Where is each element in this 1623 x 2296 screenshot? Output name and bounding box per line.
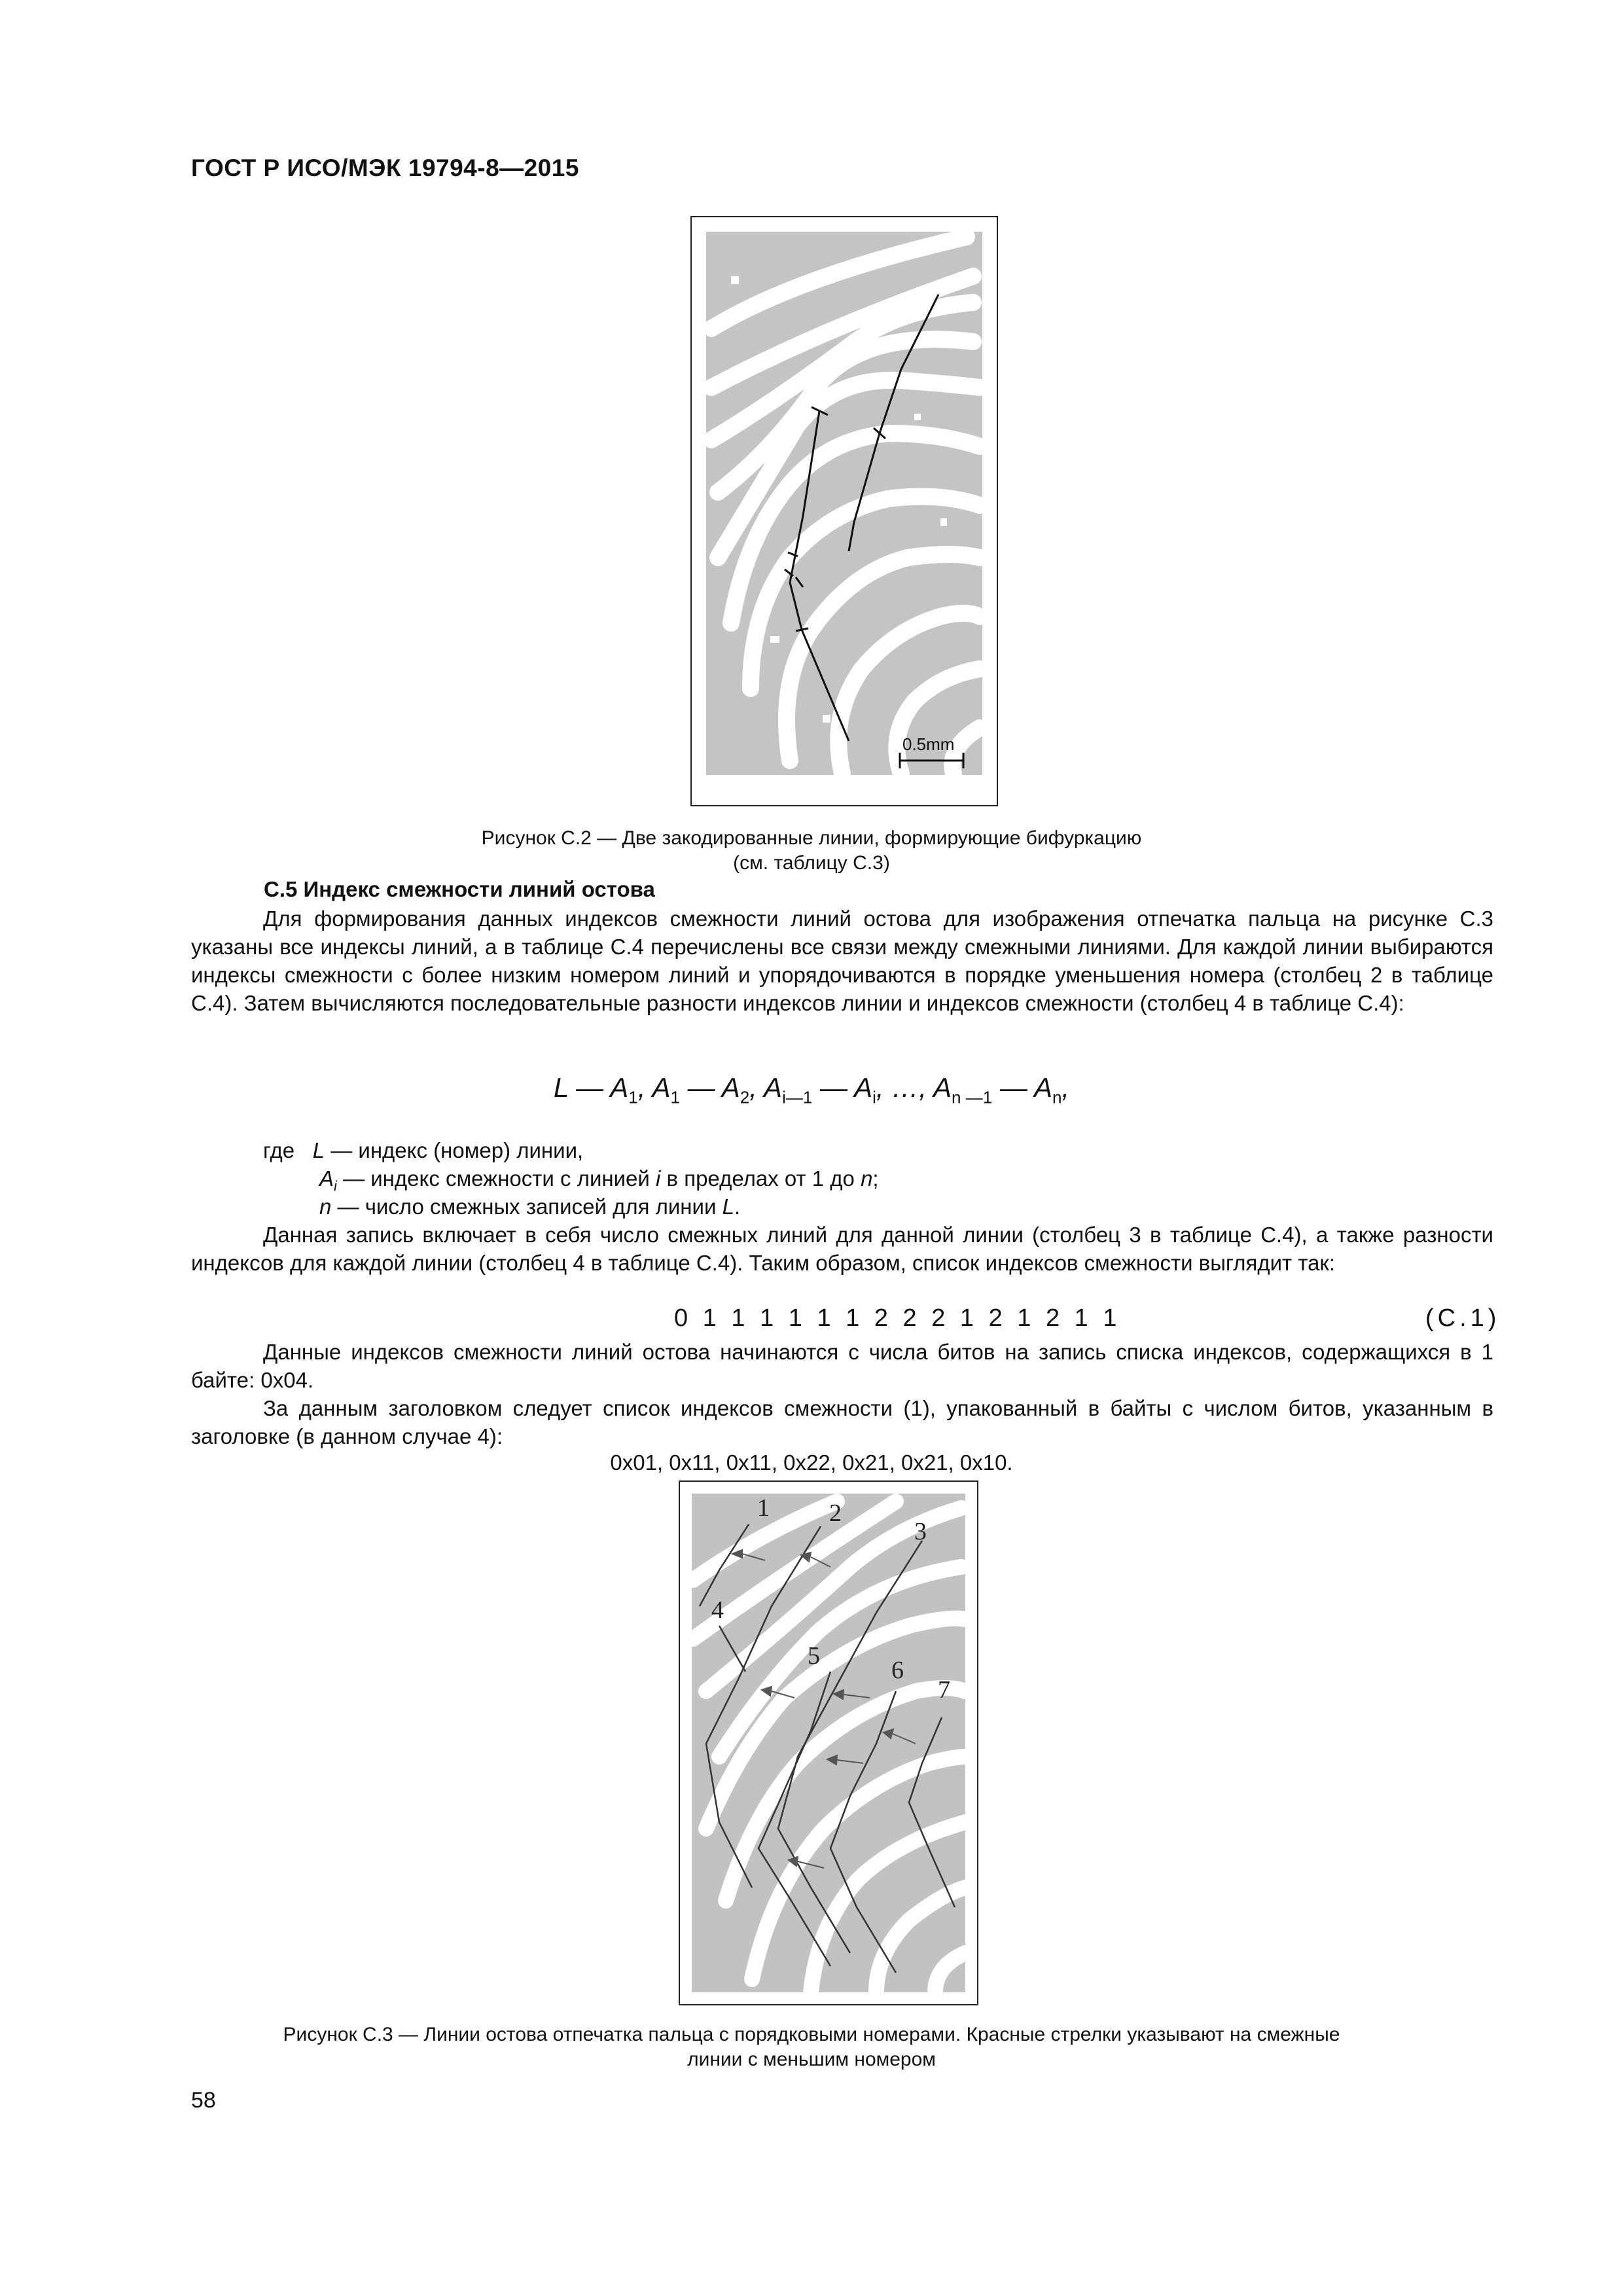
packed-bytes: 0x01, 0x11, 0x11, 0x22, 0x21, 0x21, 0x10. [610, 1450, 1013, 1475]
adjacency-sequence: 0 1 1 1 1 1 1 2 2 2 1 2 1 2 1 1 [674, 1304, 1121, 1332]
figure-c2-caption-line1: Рисунок С.2 — Две закодированные линии, формирующие бифуркацию [481, 827, 1142, 849]
line-label-4: 4 [711, 1596, 724, 1624]
line-label-1: 1 [757, 1494, 770, 1522]
paragraph-3: Данные индексов смежности линий остова начинаются с числа битов на запись списка индексов, содержащихся в 1 байте: 0x04. [191, 1340, 1493, 1392]
figure-c2-caption-line2: (см. таблицу С.3) [733, 852, 890, 874]
line-label-2: 2 [829, 1499, 842, 1527]
figure-c2-fingerprint-image [690, 216, 998, 806]
figure-c2-caption [0, 826, 1623, 876]
document-header: ГОСТ Р ИСО/МЭК 19794-8—2015 [191, 154, 579, 181]
scale-bar-label: 0.5mm [902, 734, 955, 754]
section-title: С.5 Индекс смежности линий остова [264, 877, 655, 901]
paragraph-4: За данным заголовком следует список индексов смежности (1), упакованный в байты с числом битов, указанным в заголовке (в данном случае 4): [191, 1396, 1493, 1448]
where-row-A: $A_i$ — индекс смежности с линией i в пределах от 1 до n; [319, 1166, 879, 1194]
paragraph-2: Данная запись включает в себя число смежных линий для данной линии (столбец 3 в таблице С.4), а также разности индексов для каждой линии (столбец 4 в таблице С.4). Таким образом, список индексов смежности выглядит так: [191, 1223, 1493, 1275]
line-label-3: 3 [914, 1518, 927, 1545]
adjacency-formula: L — $A_1$, $A_1$ — $A_2$, $A_{i—1}$ — $A_i$, …, $A_{n —1}$ — $A_n$, [553, 1072, 1070, 1107]
figure-c3-caption [0, 2022, 1623, 2072]
figure-c3-caption-line1: Рисунок С.3 — Линии остова отпечатка пальца с порядковыми номерами. Красные стрелки указывают на смежные [283, 2024, 1340, 2045]
line-label-7: 7 [938, 1676, 950, 1704]
paragraph-1: Для формирования данных индексов смежности линий остова для изображения отпечатка пальца на рисунке С.3 указаны все индексы линий, а в таблице С.4 перечислены все связи между смежными линиями. Для каждой линии выбираются индексы смежности с более низким номером линий и упорядочиваются в порядке уменьшения номера (столбец 2 в таблице С.4). Затем вычисляются последовательные разности индексов линии и индексов смежности (столбец 4 в таблице С.4): [191, 906, 1493, 1015]
equation-label: (С.1) [1425, 1304, 1501, 1332]
figure-c3-caption-line2: линии с меньшим номером [687, 2049, 936, 2070]
page-number: 58 [191, 2088, 216, 2113]
where-row-L: где L — индекс (номер) линии, [263, 1138, 584, 1162]
where-row-n: n — число смежных записей для линии L. [319, 1194, 741, 1219]
line-label-5: 5 [808, 1642, 820, 1670]
line-label-6: 6 [891, 1657, 904, 1684]
figure-c3-fingerprint-image [679, 1480, 978, 2005]
